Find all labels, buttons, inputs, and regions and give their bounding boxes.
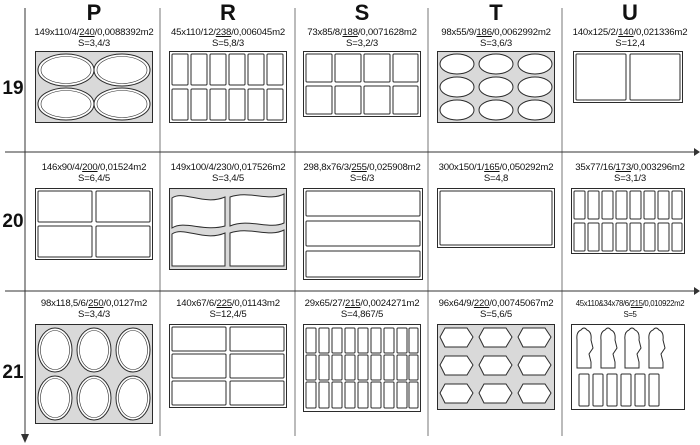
single-cavity-tray-icon <box>437 188 555 248</box>
column-letter-t: T <box>489 0 503 25</box>
spec-r19: 45x110/12/238/0,006045m2 S=5,8/3 <box>171 27 285 49</box>
four-oval-cavities-tray-icon <box>35 51 153 123</box>
row-number-20: 20 <box>2 211 24 232</box>
spec-s21: 29x65/27/215/0,0024271m2 S=4,867/5 <box>304 298 420 320</box>
many-small-cavities-tray-icon <box>303 324 421 412</box>
down-arrow-icon <box>21 434 29 443</box>
spec-s19: 73x85/8/188/0,0071628m2 S=3,2/3 <box>307 27 417 49</box>
column-letter-r: R <box>220 0 236 25</box>
right-arrow-icon <box>694 148 700 156</box>
four-wavy-cavities-tray-icon <box>169 188 287 270</box>
nine-tag-cavities-tray-icon <box>437 324 555 410</box>
spec-u21: 45x110&34x78/6/215/0,010922m2 S=5 <box>575 299 685 319</box>
twelve-tall-cavities-tray-icon <box>169 51 287 123</box>
spec-u19: 140x125/2/140/0,021336m2 S=12,4 <box>572 27 688 49</box>
spec-t20: 300x150/1/165/0,050292m2 S=4,8 <box>438 162 554 184</box>
spec-u20: 35x77/16/173/0,003296m2 S=3,1/3 <box>575 162 685 184</box>
column-letter-u: U <box>622 0 638 25</box>
six-round-cavities-tray-icon <box>35 324 153 424</box>
spec-s20: 298,8x76/3/255/0,025908m2 S=6/3 <box>303 162 421 184</box>
sixteen-small-cavities-tray-icon <box>571 188 685 254</box>
eight-rect-cavities-tray-icon <box>303 51 421 117</box>
mixed-figure-cavities-tray-icon <box>571 324 685 410</box>
spec-p19: 149x110/4/240/0,0088392m2 S=3,4/3 <box>34 27 154 49</box>
row-number-21: 21 <box>2 362 24 383</box>
spec-p21: 98x118,5/6/250/0,0127m2 S=3,4/3 <box>40 298 148 320</box>
spec-t21: 96x64/9/220/0,00745067m2 S=5,6/5 <box>438 298 554 320</box>
two-square-cavities-tray-icon <box>573 51 683 103</box>
six-rect-cavities-tray-icon <box>169 324 287 408</box>
spec-r21: 140x67/6/225/0,01143m2 S=12,4/5 <box>176 298 280 320</box>
four-rect-cavities-tray-icon <box>35 188 153 260</box>
three-wide-cavities-tray-icon <box>303 188 423 280</box>
right-arrow-icon <box>694 287 700 295</box>
column-letter-s: S <box>354 0 370 25</box>
spec-t19: 98x55/9/186/0,0062992m2 S=3,6/3 <box>441 27 551 49</box>
column-letter-p: P <box>86 0 102 25</box>
spec-r20: 149x100/4/230/0,017526m2 S=3,4/5 <box>170 162 286 184</box>
row-number-19: 19 <box>2 78 24 99</box>
spec-p20: 146x90/4/200/0,01524m2 S=6,4/5 <box>41 162 147 184</box>
nine-oval-cavities-tray-icon <box>437 51 555 123</box>
